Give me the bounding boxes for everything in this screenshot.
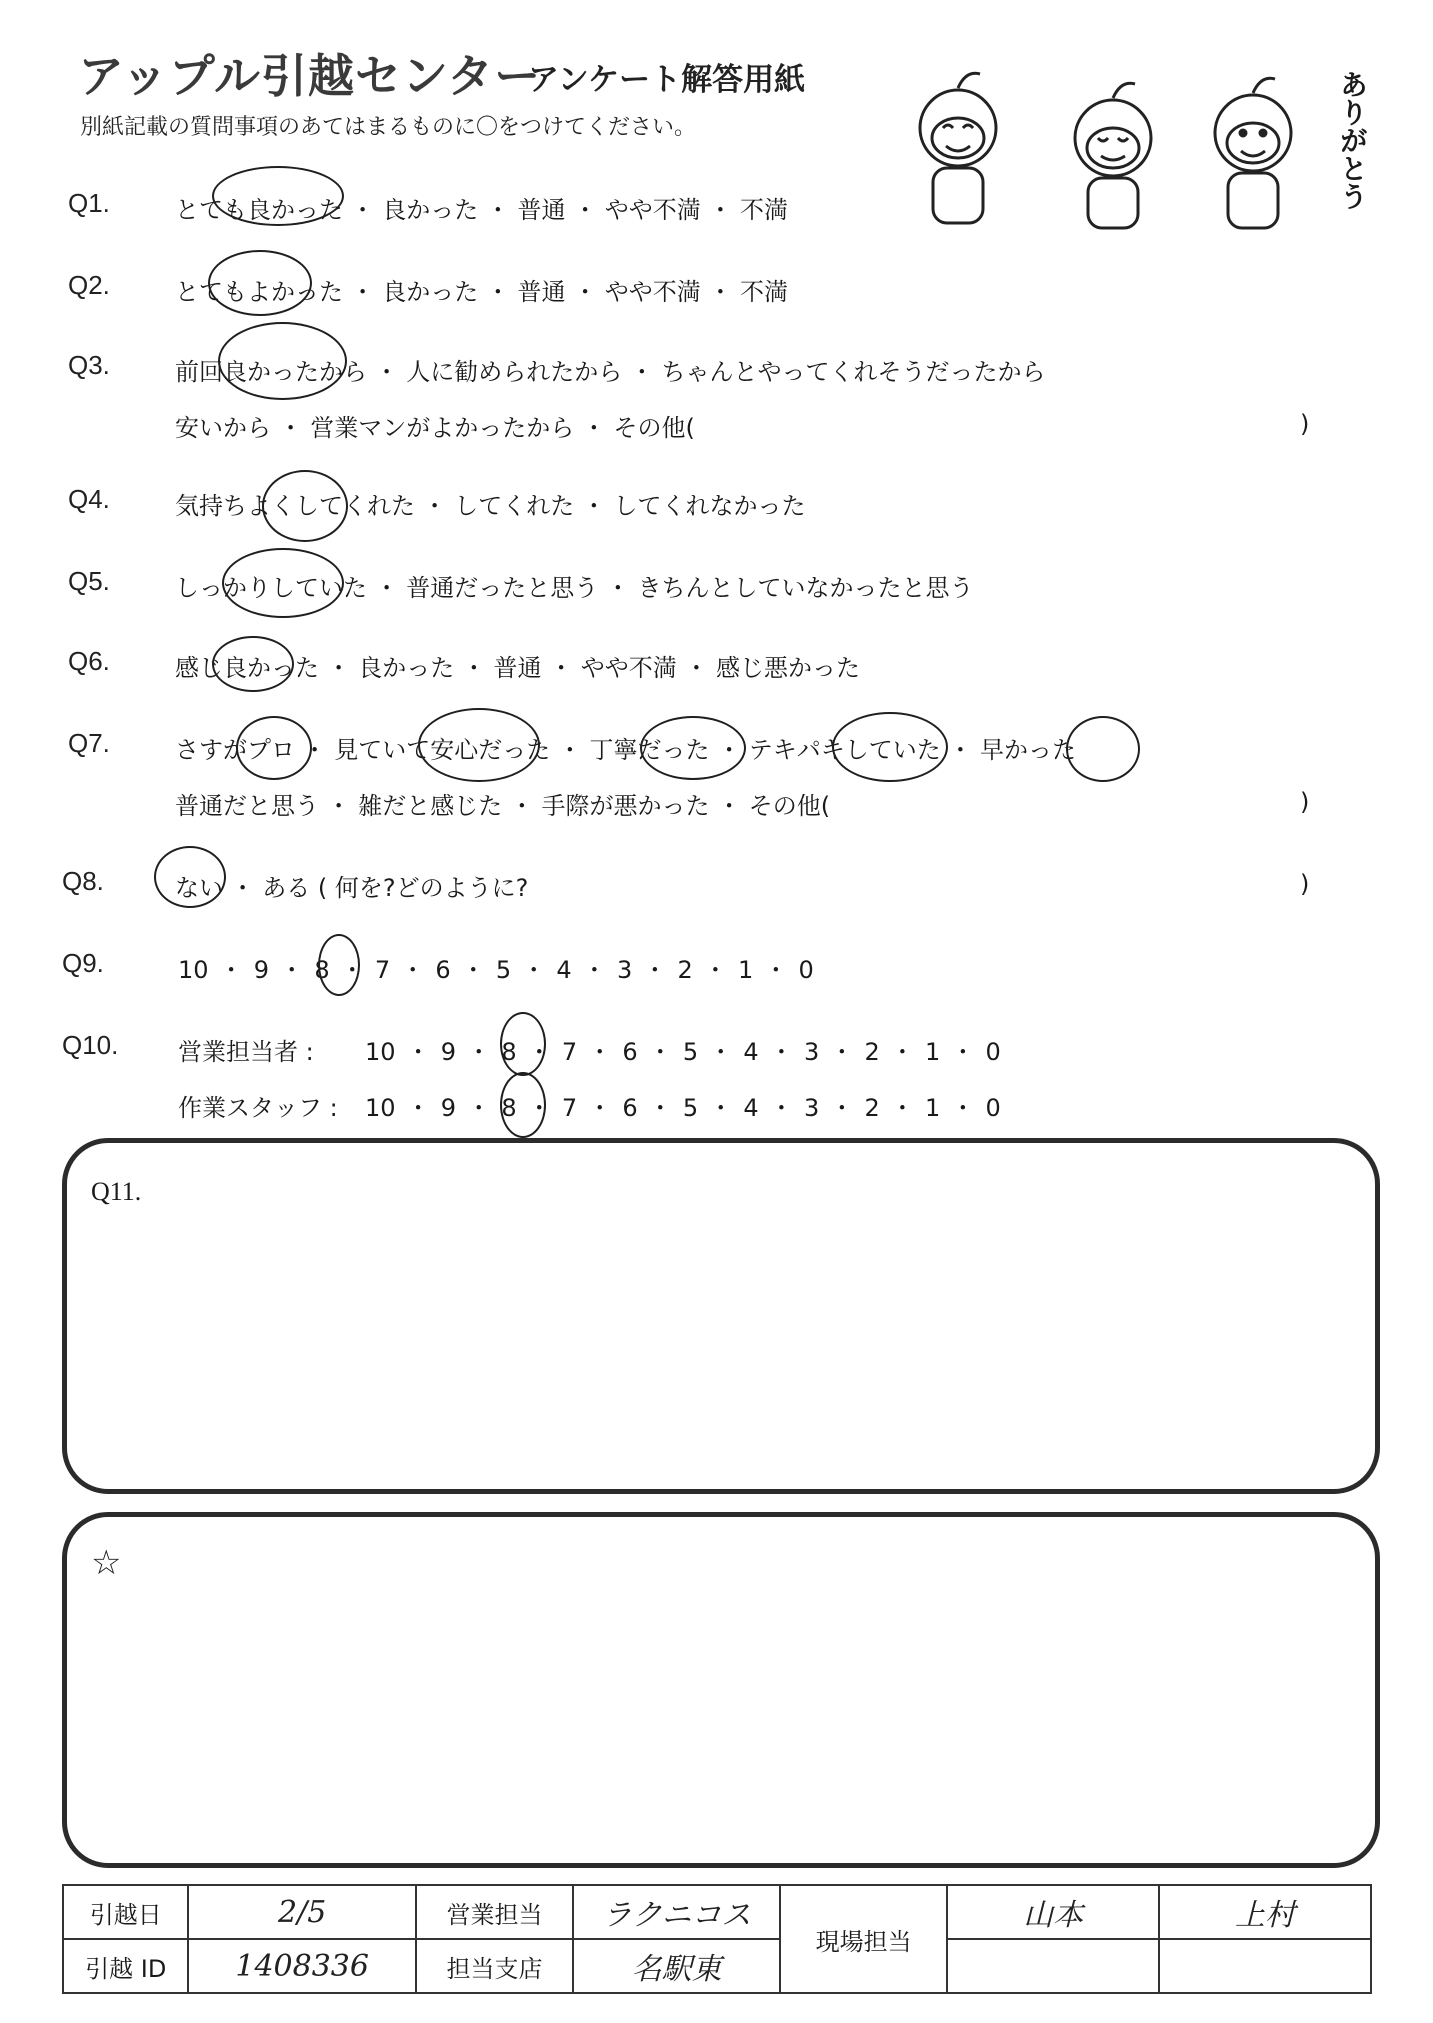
q7-circle-mark-tekipaki — [832, 712, 948, 782]
q2-number: Q2. — [68, 270, 110, 300]
q6-options[interactable]: 感じ良かった ・ 良かった ・ 普通 ・ やや不満 ・ 感じ悪かった — [175, 654, 861, 682]
q11-label: Q11. — [91, 1177, 142, 1206]
q7-circle-mark-pro — [236, 716, 312, 780]
q1-options[interactable]: とても良かった ・ 良かった ・ 普通 ・ やや不満 ・ 不満 — [175, 196, 789, 224]
mascot-monkeys-illustration — [898, 58, 1368, 238]
q10-staff-options[interactable]: 10 ・ 9 ・ 8 ・ 7 ・ 6 ・ 5 ・ 4 ・ 3 ・ 2 ・ 1 ・ 0 — [365, 1094, 1001, 1122]
move-id-value[interactable]: 1408336 — [188, 1939, 415, 1993]
q7-circle-mark-hayakatta — [1066, 716, 1140, 782]
q7-options-line1[interactable]: さすがプロ ・ 見ていて安心だった ・ 丁寧だった ・ テキパキしていた ・ 早かった — [175, 736, 1077, 764]
q5-circle-mark — [222, 548, 344, 618]
q3-circle-mark — [218, 322, 347, 400]
mascot-caption: ありがとう — [1336, 70, 1369, 210]
q6-circle-mark — [212, 636, 294, 692]
q7-close-paren: ) — [1300, 788, 1310, 816]
site-rep-2[interactable]: 上村 — [1159, 1885, 1371, 1939]
q1-number: Q1. — [68, 188, 110, 218]
q2-circle-mark — [208, 250, 312, 316]
site-rep-4[interactable] — [1159, 1939, 1371, 1993]
instruction-text: 別紙記載の質問事項のあてはまるものに〇をつけてください。 — [80, 115, 697, 140]
q9-options[interactable]: 10 ・ 9 ・ 8 ・ 7 ・ 6 ・ 5 ・ 4 ・ 3 ・ 2 ・ 1 ・ 0 — [178, 956, 814, 984]
star-icon: ☆ — [91, 1545, 122, 1582]
q10-sales-circle-mark — [500, 1012, 546, 1076]
q3-options-line2[interactable]: 安いから ・ 営業マンがよかったから ・ その他( — [175, 414, 695, 442]
move-date-value[interactable]: 2/5 — [188, 1885, 415, 1939]
sales-rep-label: 営業担当 — [416, 1885, 573, 1939]
q5-options[interactable]: しっかりしていた ・ 普通だったと思う ・ きちんとしていなかったと思う — [175, 574, 974, 602]
q9-number: Q9. — [62, 948, 104, 978]
branch-value[interactable]: 名駅東 — [573, 1939, 780, 1993]
move-id-label: 引越 ID — [63, 1939, 188, 1993]
q7-options-line2[interactable]: 普通だと思う ・ 雑だと感じた ・ 手際が悪かった ・ その他( — [175, 792, 831, 820]
q8-circle-mark — [154, 846, 226, 908]
monkey-3-icon — [1215, 78, 1291, 228]
branch-label: 担当支店 — [416, 1939, 573, 1993]
q2-options[interactable]: とてもよかった ・ 良かった ・ 普通 ・ やや不満 ・ 不満 — [175, 278, 789, 306]
q6-number: Q6. — [68, 646, 110, 676]
q10-number: Q10. — [62, 1030, 119, 1060]
q11-comment-box[interactable] — [62, 1138, 1380, 1494]
q7-circle-mark-teinei — [640, 716, 746, 780]
q9-circle-mark — [318, 934, 360, 996]
q1-circle-mark — [212, 166, 344, 226]
q10-sales-label: 営業担当者 : — [178, 1038, 314, 1066]
form-subtitle: アンケート解答用紙 — [528, 62, 806, 98]
move-date-label: 引越日 — [63, 1885, 188, 1939]
q8-number: Q8. — [62, 866, 104, 896]
q4-number: Q4. — [68, 484, 110, 514]
q4-options[interactable]: 気持ちよくしてくれた ・ してくれた ・ してくれなかった — [175, 492, 806, 520]
q8-close-paren: ) — [1300, 870, 1310, 898]
q7-number: Q7. — [68, 728, 110, 758]
q10-staff-label: 作業スタッフ : — [178, 1094, 338, 1122]
move-info-table — [62, 1884, 1372, 1994]
form-title: アップル引越センター — [78, 49, 542, 103]
q10-sales-options[interactable]: 10 ・ 9 ・ 8 ・ 7 ・ 6 ・ 5 ・ 4 ・ 3 ・ 2 ・ 1 ・ 0 — [365, 1038, 1001, 1066]
q10-staff-circle-mark — [500, 1072, 546, 1138]
q5-number: Q5. — [68, 566, 110, 596]
star-comment-box[interactable] — [62, 1512, 1380, 1868]
q3-number: Q3. — [68, 350, 110, 380]
monkey-1-icon — [920, 73, 996, 223]
q4-circle-mark — [262, 470, 348, 542]
q8-options[interactable]: ない ・ ある ( 何を?どのように? — [175, 874, 529, 902]
site-rep-label: 現場担当 — [780, 1885, 947, 1993]
site-rep-3[interactable] — [947, 1939, 1159, 1993]
q3-options-line1[interactable]: 前回良かったから ・ 人に勧められたから ・ ちゃんとやってくれそうだったから — [175, 358, 1046, 386]
monkey-2-icon — [1075, 83, 1151, 228]
q7-circle-mark-anshin — [418, 708, 540, 782]
q3-close-paren: ) — [1300, 410, 1310, 438]
sales-rep-value[interactable]: ラクニコス — [573, 1885, 780, 1939]
site-rep-1[interactable]: 山本 — [947, 1885, 1159, 1939]
